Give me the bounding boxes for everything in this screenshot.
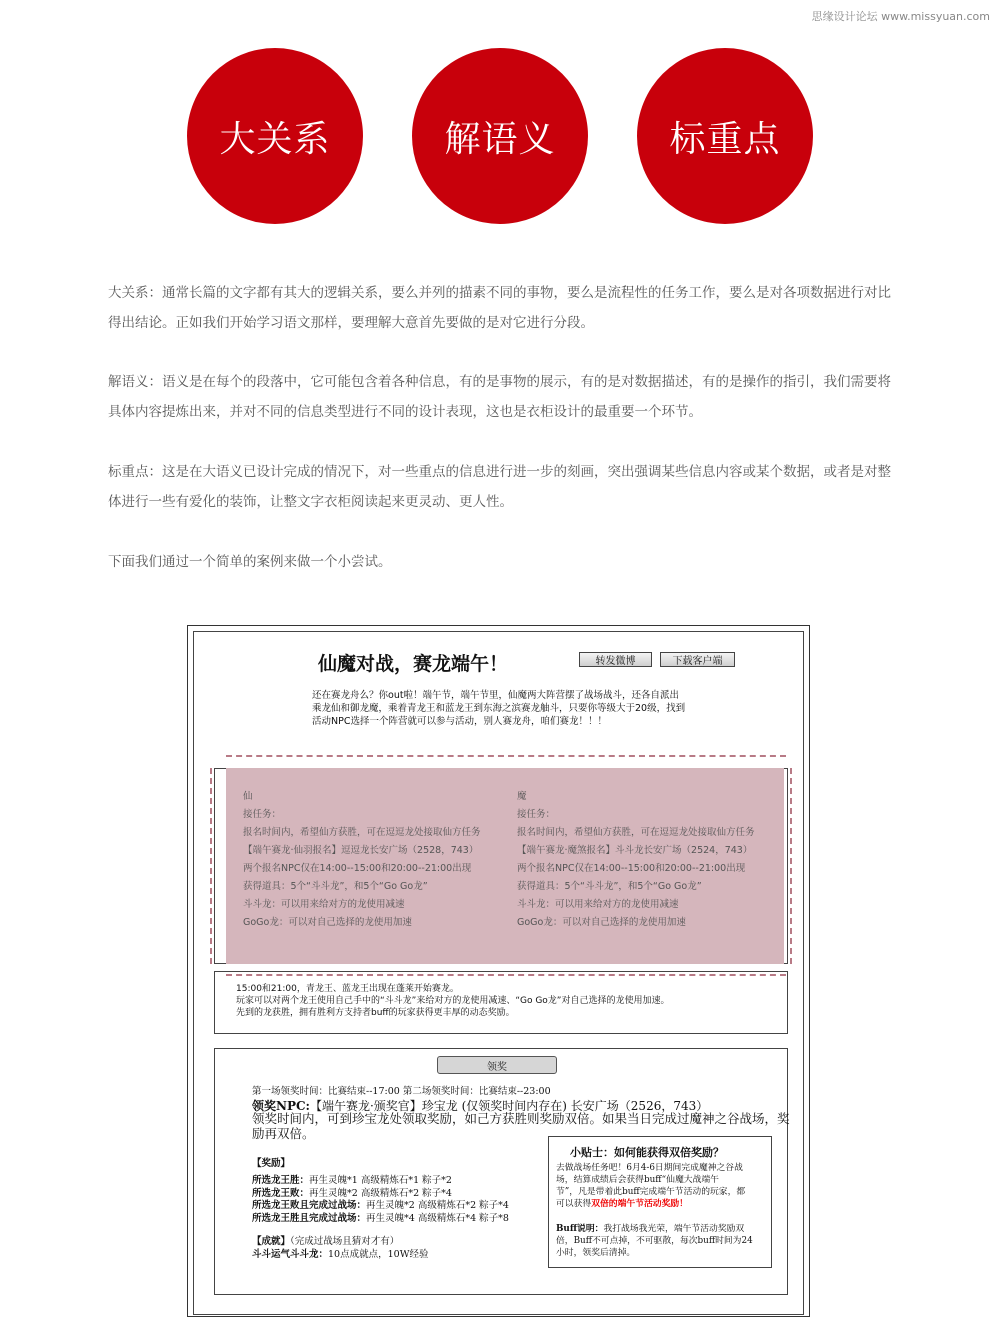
reward-npc-label: 领奖NPC: [252,1099,310,1113]
dashed-divider-right [790,768,792,964]
xian-line: 【端午赛龙·仙羽报名】逗逗龙长安广场（2528，743） [243,845,479,856]
intro-line: 活动NPC选择一个阵营就可以参与活动，别人赛龙舟，咱们赛龙！！！ [312,716,607,727]
wireframe-title: 仙魔对战，赛龙端午！ [318,653,509,675]
paragraph-highlight: 标重点：这是在大语义已设计完成的情况下，对一些重点的信息进行进一步的刻画，突出强调某些信息内容或某个数据，或者是对整体进行一些有爱化的装饰，让整文字衣柜阅读起来更灵动、更人性。 [108,464,891,510]
dashed-divider-left [210,768,212,964]
mo-line: 接任务： [517,809,556,820]
paragraph-big-relation: 大关系：通常长篇的文字都有其大的逻辑关系，要么并列的描素不同的事物，要么是流程性的任务工作，要么是对各项数据进行对比得出结论。正如我们开始学习语文那样，要理解大意首先要做的是对它进行分段。 [108,285,891,331]
wireframe-intro [312,689,712,728]
mo-line: 【端午赛龙·魔煞报名】斗斗龙长安广场（2524，743） [517,845,753,856]
reward-item: 所选龙王胜：再生灵魄*1 高级精炼石*1 粽子*2 [252,1175,452,1186]
buff-note: Buff说明：我打战场我光荣，端午节活动奖励双 倍，Buff不可点掉，不可驱散，每次buff时间为24 小时，领奖后清掉。 [556,1224,753,1258]
reward-npc-value: 【端午赛龙·颁奖官】珍宝龙 (仅领奖时间内存在) 长安广场（2526，743） [309,1099,709,1113]
download-client-button[interactable]: 下载客户端 [660,652,735,667]
reward-times: 第一场领奖时间：比赛结束--17:00 第二场领奖时间：比赛结束--23:00 [252,1086,551,1097]
xian-column [243,788,481,932]
circle-semantics: 解语义 [412,48,588,224]
race-line: 15:00和21:00，青龙王、蓝龙王出现在蓬莱开始赛龙。 [236,984,459,994]
xian-line: 斗斗龙：可以用来给对方的龙使用减速 [243,899,405,910]
race-text [236,983,669,1019]
reward-desc-line: 领奖时间内，可到珍宝龙处领取奖励，如己方获胜则奖励双倍。如果当日完成过魔神之谷战场，奖 [252,1111,790,1126]
paragraph-semantics: 解语义：语义是在每个的段落中，它可能包含着各种信息，有的是事物的展示，有的是对数据描述，有的是操作的指引，我们需要将具体内容提炼出来，并对不同的信息类型进行不同的设计表现，这也是衣柜设计的最重要一个环节。 [108,374,891,420]
share-weibo-button[interactable]: 转发微博 [579,652,652,667]
claim-reward-button[interactable]: 领奖 [437,1056,557,1074]
xian-line: 获得道具：5个“斗斗龙”，和5个“Go Go龙” [243,881,428,892]
reward-item: 所选龙王败且完成过战场：再生灵魄*2 高级精炼石*2 粽子*4 [252,1200,509,1211]
xian-line: 接任务： [243,809,282,820]
reward-heading: 【奖励】 [252,1158,291,1169]
mo-line: 获得道具：5个“斗斗龙”，和5个“Go Go龙” [517,881,702,892]
achievement-item: 斗斗运气斗斗龙：10点成就点，10W经验 [252,1249,429,1260]
intro-line: 还在赛龙舟么？你out啦！端午节，端午节里，仙魔两大阵营摆了战场战斗，还各自派出 [312,690,680,701]
tips-highlight: 双倍的端午节活动奖励！ [591,1199,688,1209]
mo-line: 报名时间内，希望仙方获胜，可在逗逗龙处接取仙方任务 [517,827,755,838]
circle-big-relation: 大关系 [187,48,363,224]
race-line: 先到的龙获胜，拥有胜利方支持者buff的玩家获得更丰厚的动态奖励。 [236,1008,515,1018]
race-line: 玩家可以对两个龙王使用自己手中的“斗斗龙”来给对方的龙使用减速、“Go Go龙”对自己选择的龙使用加速。 [236,996,670,1006]
mo-column [517,788,755,932]
dashed-divider [226,974,786,976]
xian-line: GoGo龙：可以对自己选择的龙使用加速 [243,917,412,928]
reward-list [252,1175,509,1225]
mo-line: 魔 [517,791,527,802]
circle-highlight: 标重点 [637,48,813,224]
watermark: 思缘设计论坛 www.missyuan.com [811,10,990,23]
paragraph-example: 下面我们通过一个简单的案例来做一个小尝试。 [108,554,392,570]
achievement-heading: 【成就】（完成过战场且猜对才有） [252,1236,400,1247]
intro-line: 乘龙仙和御龙魔，乘着青龙王和蓝龙王到东海之滨赛龙舳斗，只要你等级大于20级，找到 [312,703,686,714]
mo-line: 两个报名NPC仅在14:00--15:00和20:00--21:00出现 [517,863,746,874]
xian-line: 仙 [243,791,253,802]
tips-title: 小贴士：如何能获得双倍奖励？ [570,1146,724,1159]
reward-item: 所选龙王败：再生灵魄*2 高级精炼石*2 粽子*4 [252,1187,452,1199]
dashed-divider [226,755,786,757]
xian-line: 报名时间内，希望仙方获胜，可在逗逗龙处接取仙方任务 [243,827,481,838]
reward-item: 所选龙王胜且完成过战场：再生灵魄*4 高级精炼石*4 粽子*8 [252,1212,509,1224]
mo-line: 斗斗龙：可以用来给对方的龙使用减速 [517,899,679,910]
reward-desc-line: 励再双倍。 [252,1126,315,1141]
tips-body: 去做战场任务吧！6月4-6日期间完成魔神之谷战 场，结算成绩后会获得buff“仙魔大战端午 节”，凡是带着此buff完成端午节活动的玩家，都 可以获得双倍的端午节活动奖励！ [556,1163,746,1209]
mo-line: GoGo龙：可以对自己选择的龙使用加速 [517,917,686,928]
xian-line: 两个报名NPC仅在14:00--15:00和20:00--21:00出现 [243,863,472,874]
